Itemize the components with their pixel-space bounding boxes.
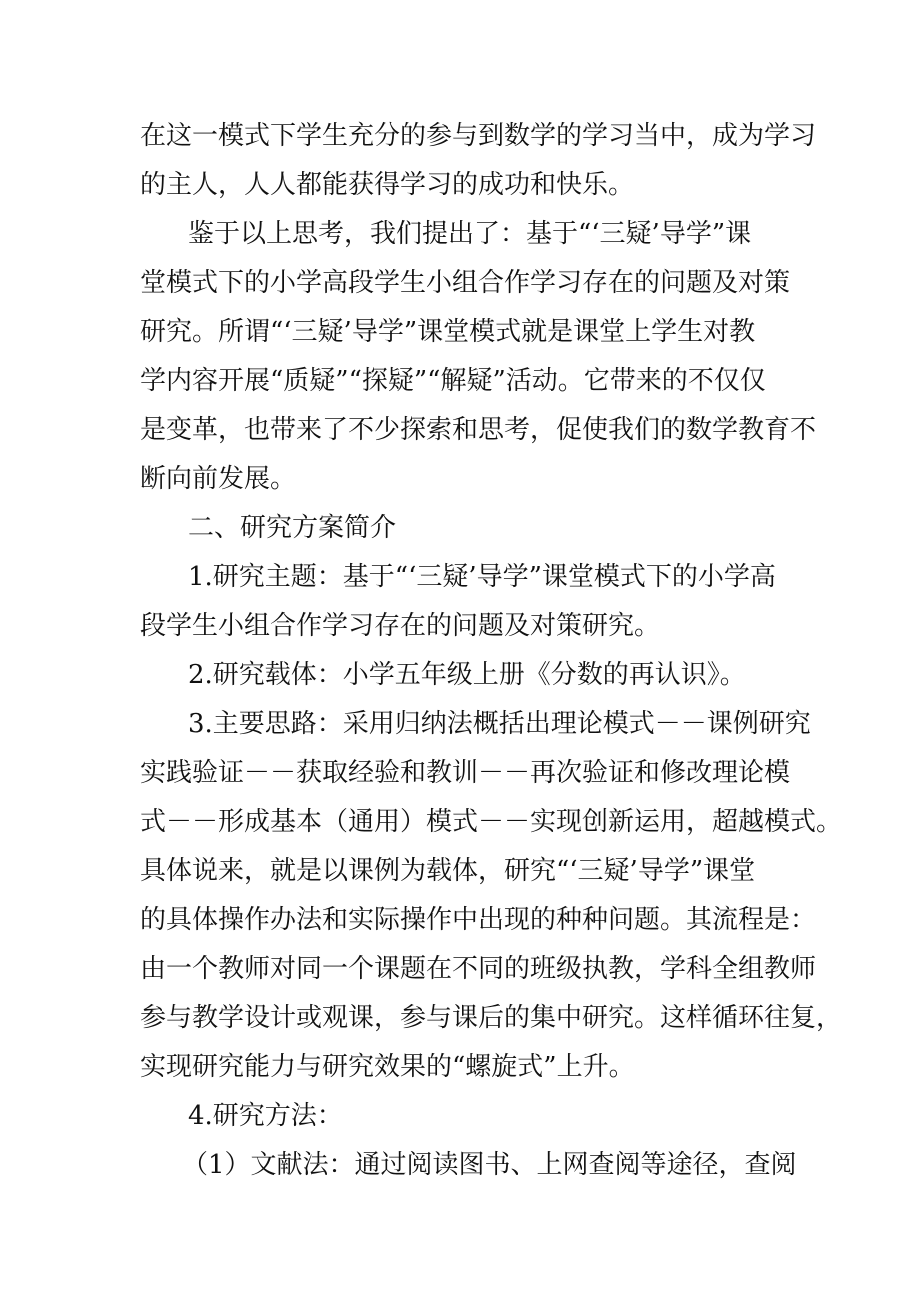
item-1-line-1: 1.研究主题：基于“‘三疑’导学”课堂模式下的小学高 bbox=[188, 562, 776, 592]
paragraph-1-line-1: 在这一模式下学生充分的参与到数学的学习当中，成为学习 bbox=[140, 121, 817, 151]
item-4-line-1: 4.研究方法： bbox=[188, 1101, 343, 1131]
subitem-1-line-1: （1）文献法：通过阅读图书、上网查阅等途径，查阅 bbox=[182, 1150, 797, 1180]
paragraph-2-line-6: 断向前发展。 bbox=[140, 464, 297, 494]
paragraph-2-line-3: 研究。所谓“‘三疑’导学”课堂模式就是课堂上学生对教 bbox=[140, 317, 756, 347]
item-3-line-8: 实现研究能力与研究效果的“螺旋式”上升。 bbox=[140, 1052, 635, 1082]
paragraph-2-line-4: 学内容开展“质疑”“探疑”“解疑”活动。它带来的不仅仅 bbox=[140, 366, 766, 396]
paragraph-2-line-5: 是变革，也带来了不少探索和思考，促使我们的数学教育不 bbox=[140, 415, 817, 445]
item-3-line-5: 的具体操作办法和实际操作中出现的种种问题。其流程是： bbox=[140, 905, 817, 935]
section-heading: 二、研究方案简介 bbox=[188, 513, 397, 543]
item-3-line-7: 参与教学设计或观课，参与课后的集中研究。这样循环往复， bbox=[140, 1003, 843, 1033]
item-2-line-1: 2.研究载体：小学五年级上册《分数的再认识》。 bbox=[188, 660, 746, 690]
paragraph-1-line-2: 的主人，人人都能获得学习的成功和快乐。 bbox=[140, 170, 635, 200]
paragraph-2-line-1: 鉴于以上思考，我们提出了：基于“‘三疑’导学”课 bbox=[188, 219, 752, 249]
item-3-line-3: 式－－形成基本（通用）模式－－实现创新运用，超越模式。 bbox=[140, 807, 843, 837]
item-3-line-4: 具体说来，就是以课例为载体，研究“‘三疑’导学”课堂 bbox=[140, 856, 756, 886]
item-3-line-1: 3.主要思路：采用归纳法概括出理论模式－－课例研究 bbox=[188, 709, 811, 739]
paragraph-2-line-2: 堂模式下的小学高段学生小组合作学习存在的问题及对策 bbox=[140, 268, 791, 298]
item-3-line-2: 实践验证－－获取经验和教训－－再次验证和修改理论模 bbox=[140, 758, 791, 788]
item-3-line-6: 由一个教师对同一个课题在不同的班级执教，学科全组教师 bbox=[140, 954, 817, 984]
item-1-line-2: 段学生小组合作学习存在的问题及对策研究。 bbox=[140, 611, 661, 641]
